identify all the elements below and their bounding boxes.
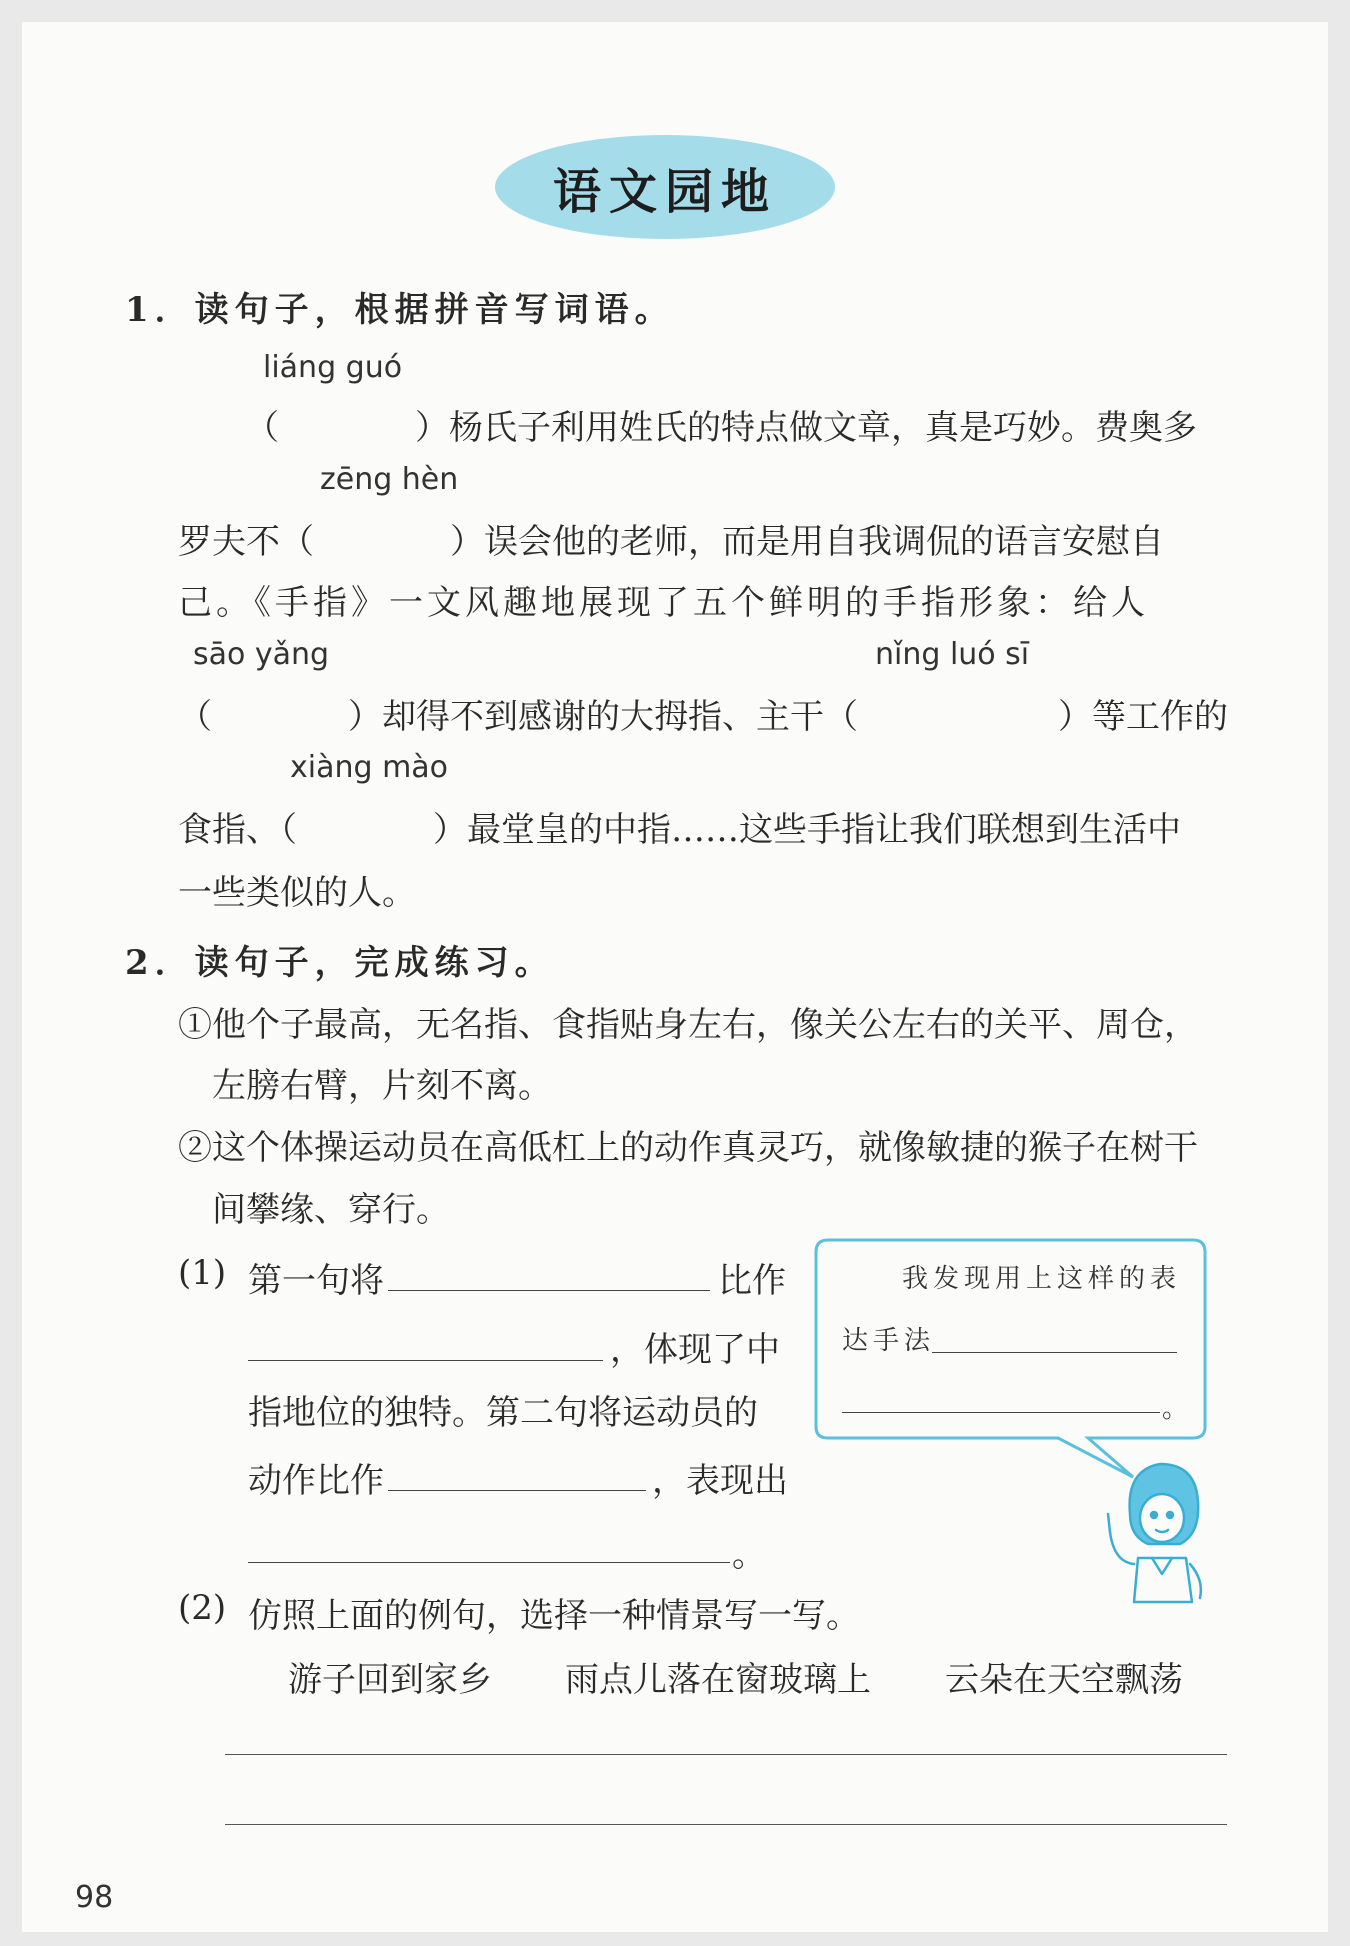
bubble-blank-1[interactable] [932, 1352, 1177, 1353]
part1-text-c: ，体现了中 [610, 1330, 780, 1370]
q1-line3: 己。《手指》一文风趣地展现了五个鲜明的手指形象：给人 [178, 583, 1149, 623]
q1-line5: 食指、（ ）最堂皇的中指……这些手指让我们联想到生活中 [178, 810, 1181, 850]
pinyin-xiang-mao: xiàng mào [290, 750, 449, 785]
q1-heading: 1．读句子，根据拼音写词语。 [125, 290, 675, 330]
part2-label: (2) [178, 1588, 227, 1628]
q1-line4b: ）等工作的 [1058, 697, 1228, 737]
q1-line4a: （ ）却得不到感谢的大拇指、主干（ [178, 697, 858, 737]
answer-blank-1[interactable] [388, 1290, 710, 1291]
writing-line-2[interactable] [225, 1824, 1227, 1825]
part1-text-d: 指地位的独特。第二句将运动员的 [248, 1393, 758, 1433]
option-1: 游子回到家乡 [288, 1660, 492, 1700]
page-number: 98 [75, 1880, 114, 1915]
q1-line1: （ ）杨氏子利用姓氏的特点做文章，真是巧妙。费奥多 [245, 408, 1197, 448]
q1-line6: 一些类似的人。 [178, 873, 416, 913]
answer-blank-2[interactable] [248, 1360, 603, 1361]
q2-heading: 2．读句子，完成练习。 [125, 943, 555, 983]
page-title: 语文园地 [552, 163, 777, 220]
part1-text-f: ，表现出 [652, 1461, 788, 1501]
pinyin-sao-yang: sāo yǎng [193, 637, 330, 672]
pinyin-liang-guo: liáng guó [263, 350, 403, 385]
q1-line2: 罗夫不（ ）误会他的老师，而是用自我调侃的语言安慰自 [178, 522, 1164, 562]
option-2: 雨点儿落在窗玻璃上 [565, 1660, 871, 1700]
part2-instruction: 仿照上面的例句，选择一种情景写一写。 [248, 1596, 860, 1636]
part1-text-e: 动作比作 [248, 1461, 384, 1501]
part1-label: (1) [178, 1253, 227, 1293]
bubble-blank-2[interactable] [842, 1412, 1160, 1413]
bubble-line2: 达手法 [842, 1326, 936, 1356]
answer-blank-3[interactable] [388, 1490, 646, 1491]
q2-sentence2b: 间攀缘、穿行。 [212, 1190, 450, 1230]
writing-line-1[interactable] [225, 1754, 1227, 1755]
part1-end-mark: 。 [732, 1535, 766, 1575]
pinyin-zeng-hen: zēng hèn [320, 462, 459, 497]
pinyin-ning-luo-si: nǐng luó sī [875, 637, 1030, 672]
q2-sentence1a: ①他个子最高，无名指、食指贴身左右，像关公左右的关平、周仓， [178, 1005, 1198, 1045]
q2-sentence2a: ②这个体操运动员在高低杠上的动作真灵巧，就像敏捷的猴子在树干 [178, 1128, 1198, 1168]
part1-text-b: 比作 [718, 1261, 786, 1301]
bubble-line1: 我发现用上这样的表 [902, 1264, 1182, 1294]
girl-illustration [1108, 1464, 1201, 1602]
option-3: 云朵在天空飘荡 [945, 1660, 1183, 1700]
q2-sentence1b: 左膀右臂，片刻不离。 [212, 1066, 552, 1106]
title-banner [495, 135, 835, 239]
part1-text-a: 第一句将 [248, 1261, 384, 1301]
answer-blank-4[interactable] [248, 1562, 730, 1563]
bubble-end-mark: 。 [1162, 1394, 1194, 1424]
